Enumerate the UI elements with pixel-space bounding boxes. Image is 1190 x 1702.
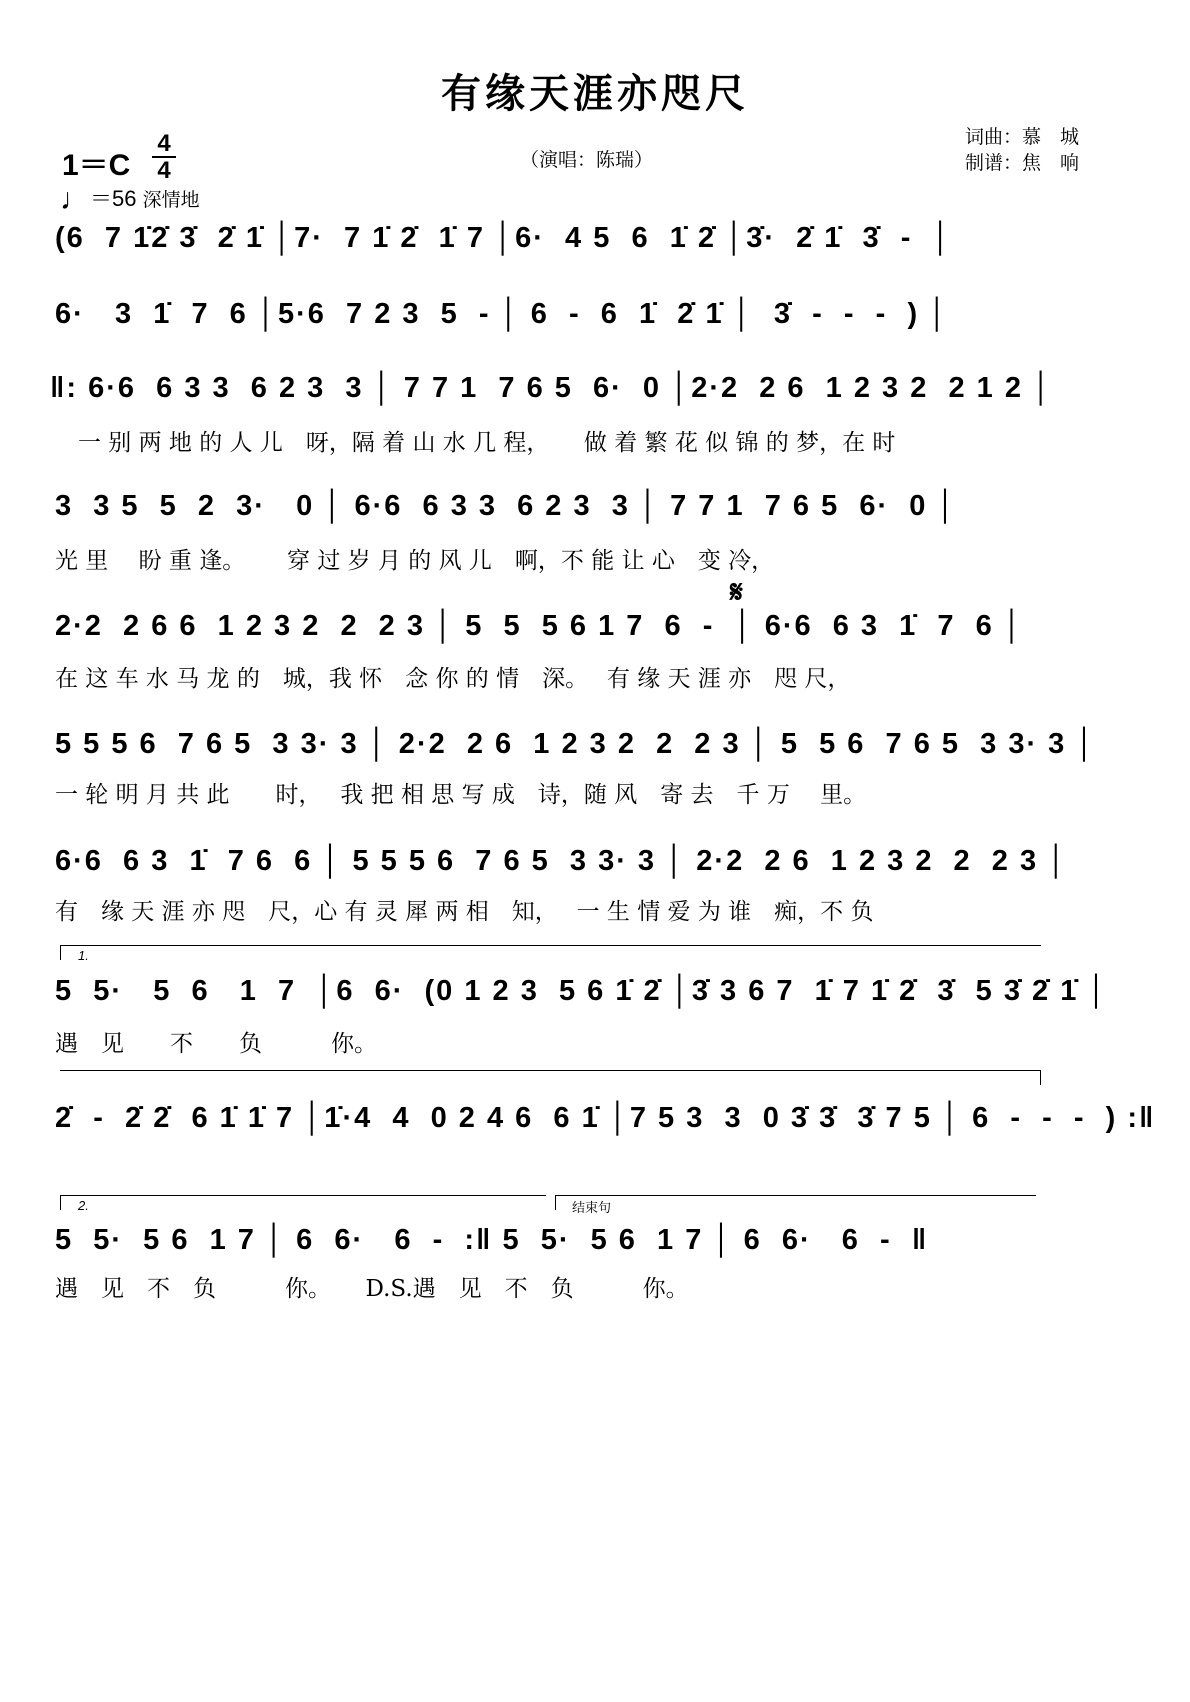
notes-row-9: 2̇ - 2̇ 2̇ 6 1̇ 1̇ 7 │1̇·4 4 0 2 4 6 6 1̇ │7 5 3 3 0 3̇ 3̇ 3̇ 7 5 │ 6 - - - ) :‖ [55,1102,1156,1134]
volta-1-bracket [60,945,1041,960]
lyrics-row-3: 一 别 两 地 的 人 儿 呀，隔 着 山 水 几 程， 做 着 繁 花 似 锦 的 梦，在 时 [55,430,896,456]
time-numerator: 4 [157,130,171,157]
lyrics-row-5: 在 这 车 水 马 龙 的 城，我 怀 念 你 的 情 深。 有 缘 天 涯 亦 咫 尺， [55,666,851,692]
song-title: 有缘天涯亦咫尺 [441,70,749,117]
segno-icon: 𝄋 [730,575,743,610]
lyrics-row-4: 光 里 盼 重 逢。 穿 过 岁 月 的 风 儿 啊，不 能 让 心 变 冷， [55,548,775,574]
coda-bracket [555,1195,1036,1210]
notes-row-5: 2·2 2 6 6 1 2 3 2 2 2 3 │ 5 5 5 6 1 7 6 - │ 6·6 6 3 1̇ 7 6 │ [55,610,1024,642]
tempo-marking [60,182,200,217]
lyrics-music-credit: 词曲：慕 城 [965,126,1080,148]
lyrics-row-8: 遇 见 不 负 你。 [55,1031,377,1057]
singer-credit: （演唱：陈瑞） [520,149,654,171]
key-signature: 1＝C [62,149,131,182]
volta-2-label: 2. [78,1198,89,1213]
volta-2-bracket [60,1195,546,1210]
coda-label: 结束句 [572,1200,612,1215]
volta-1-label: 1. [78,948,89,963]
notes-row-2: 6· 3 1̇ 7 6 │5·6 7 2 3 5 - │ 6 - 6 1̇ 2̇ 1̇ │ 3̇ - - - ) │ [55,298,950,330]
notation-credit: 制谱：焦 响 [965,152,1080,174]
notes-row-1: (6 7 1̇2̇ 3̇ 2̇ 1̇ │7· 7 1̇ 2̇ 1̇ 7 │6· 4 5 6 1̇ 2̇ │3̇· 2̇ 1̇ 3̇ - │ [55,222,953,254]
expression-text: 深情地 [142,190,200,211]
lyrics-row-7: 有 缘 天 涯 亦 咫 尺，心 有 灵 犀 两 相 知， 一 生 情 爱 为 谁 痴，不 负 [55,899,874,925]
volta-1-continuation-bracket [60,1070,1041,1085]
tempo-value: ＝56 [90,186,137,211]
notes-row-10: 5 5· 5 6 1 7 │ 6 6· 6 - :‖ 5 5· 5 6 1 7 │ 6 6· 6 - ‖ [55,1224,929,1256]
time-denominator: 4 [157,157,171,184]
notes-row-7: 6·6 6 3 1̇ 7 6 6 │ 5 5 5 6 7 6 5 3 3· 3 │ 2·2 2 6 1 2 3 2 2 2 3 │ [55,845,1069,877]
notes-row-6: 5 5 5 6 7 6 5 3 3· 3 │ 2·2 2 6 1 2 3 2 2 2 3 │ 5 5 6 7 6 5 3 3· 3 │ [55,728,1097,760]
notes-row-4: 3 3 5 5 2 3· 0 │ 6·6 6 3 3 6 2 3 3 │ 7 7 1 7 6 5 6· 0 │ [55,490,958,522]
quarter-note-icon: ♩ [60,183,90,216]
time-signature [152,132,176,182]
notes-row-8: 5 5· 5 6 1 7 │6 6· (0 1 2 3 5 6 1̇ 2̇ │3̇ 3 6 7 1̇ 7 1̇ 2̇ 3̇ 5 3̇ 2̇ 1̇ │ [55,975,1109,1007]
lyrics-row-6: 一 轮 明 月 共 此 时， 我 把 相 思 写 成 诗，随 风 寄 去 千 万 里。 [55,782,867,808]
notes-row-3: ‖: 6·6 6 3 3 6 2 3 3 │ 7 7 1 7 6 5 6· 0 │2·2 2 6 1 2 3 2 2 1 2 │ [50,372,1054,404]
lyrics-row-10: 遇 见 不 负 你。 D.S.遇 见 不 负 你。 [55,1276,689,1302]
